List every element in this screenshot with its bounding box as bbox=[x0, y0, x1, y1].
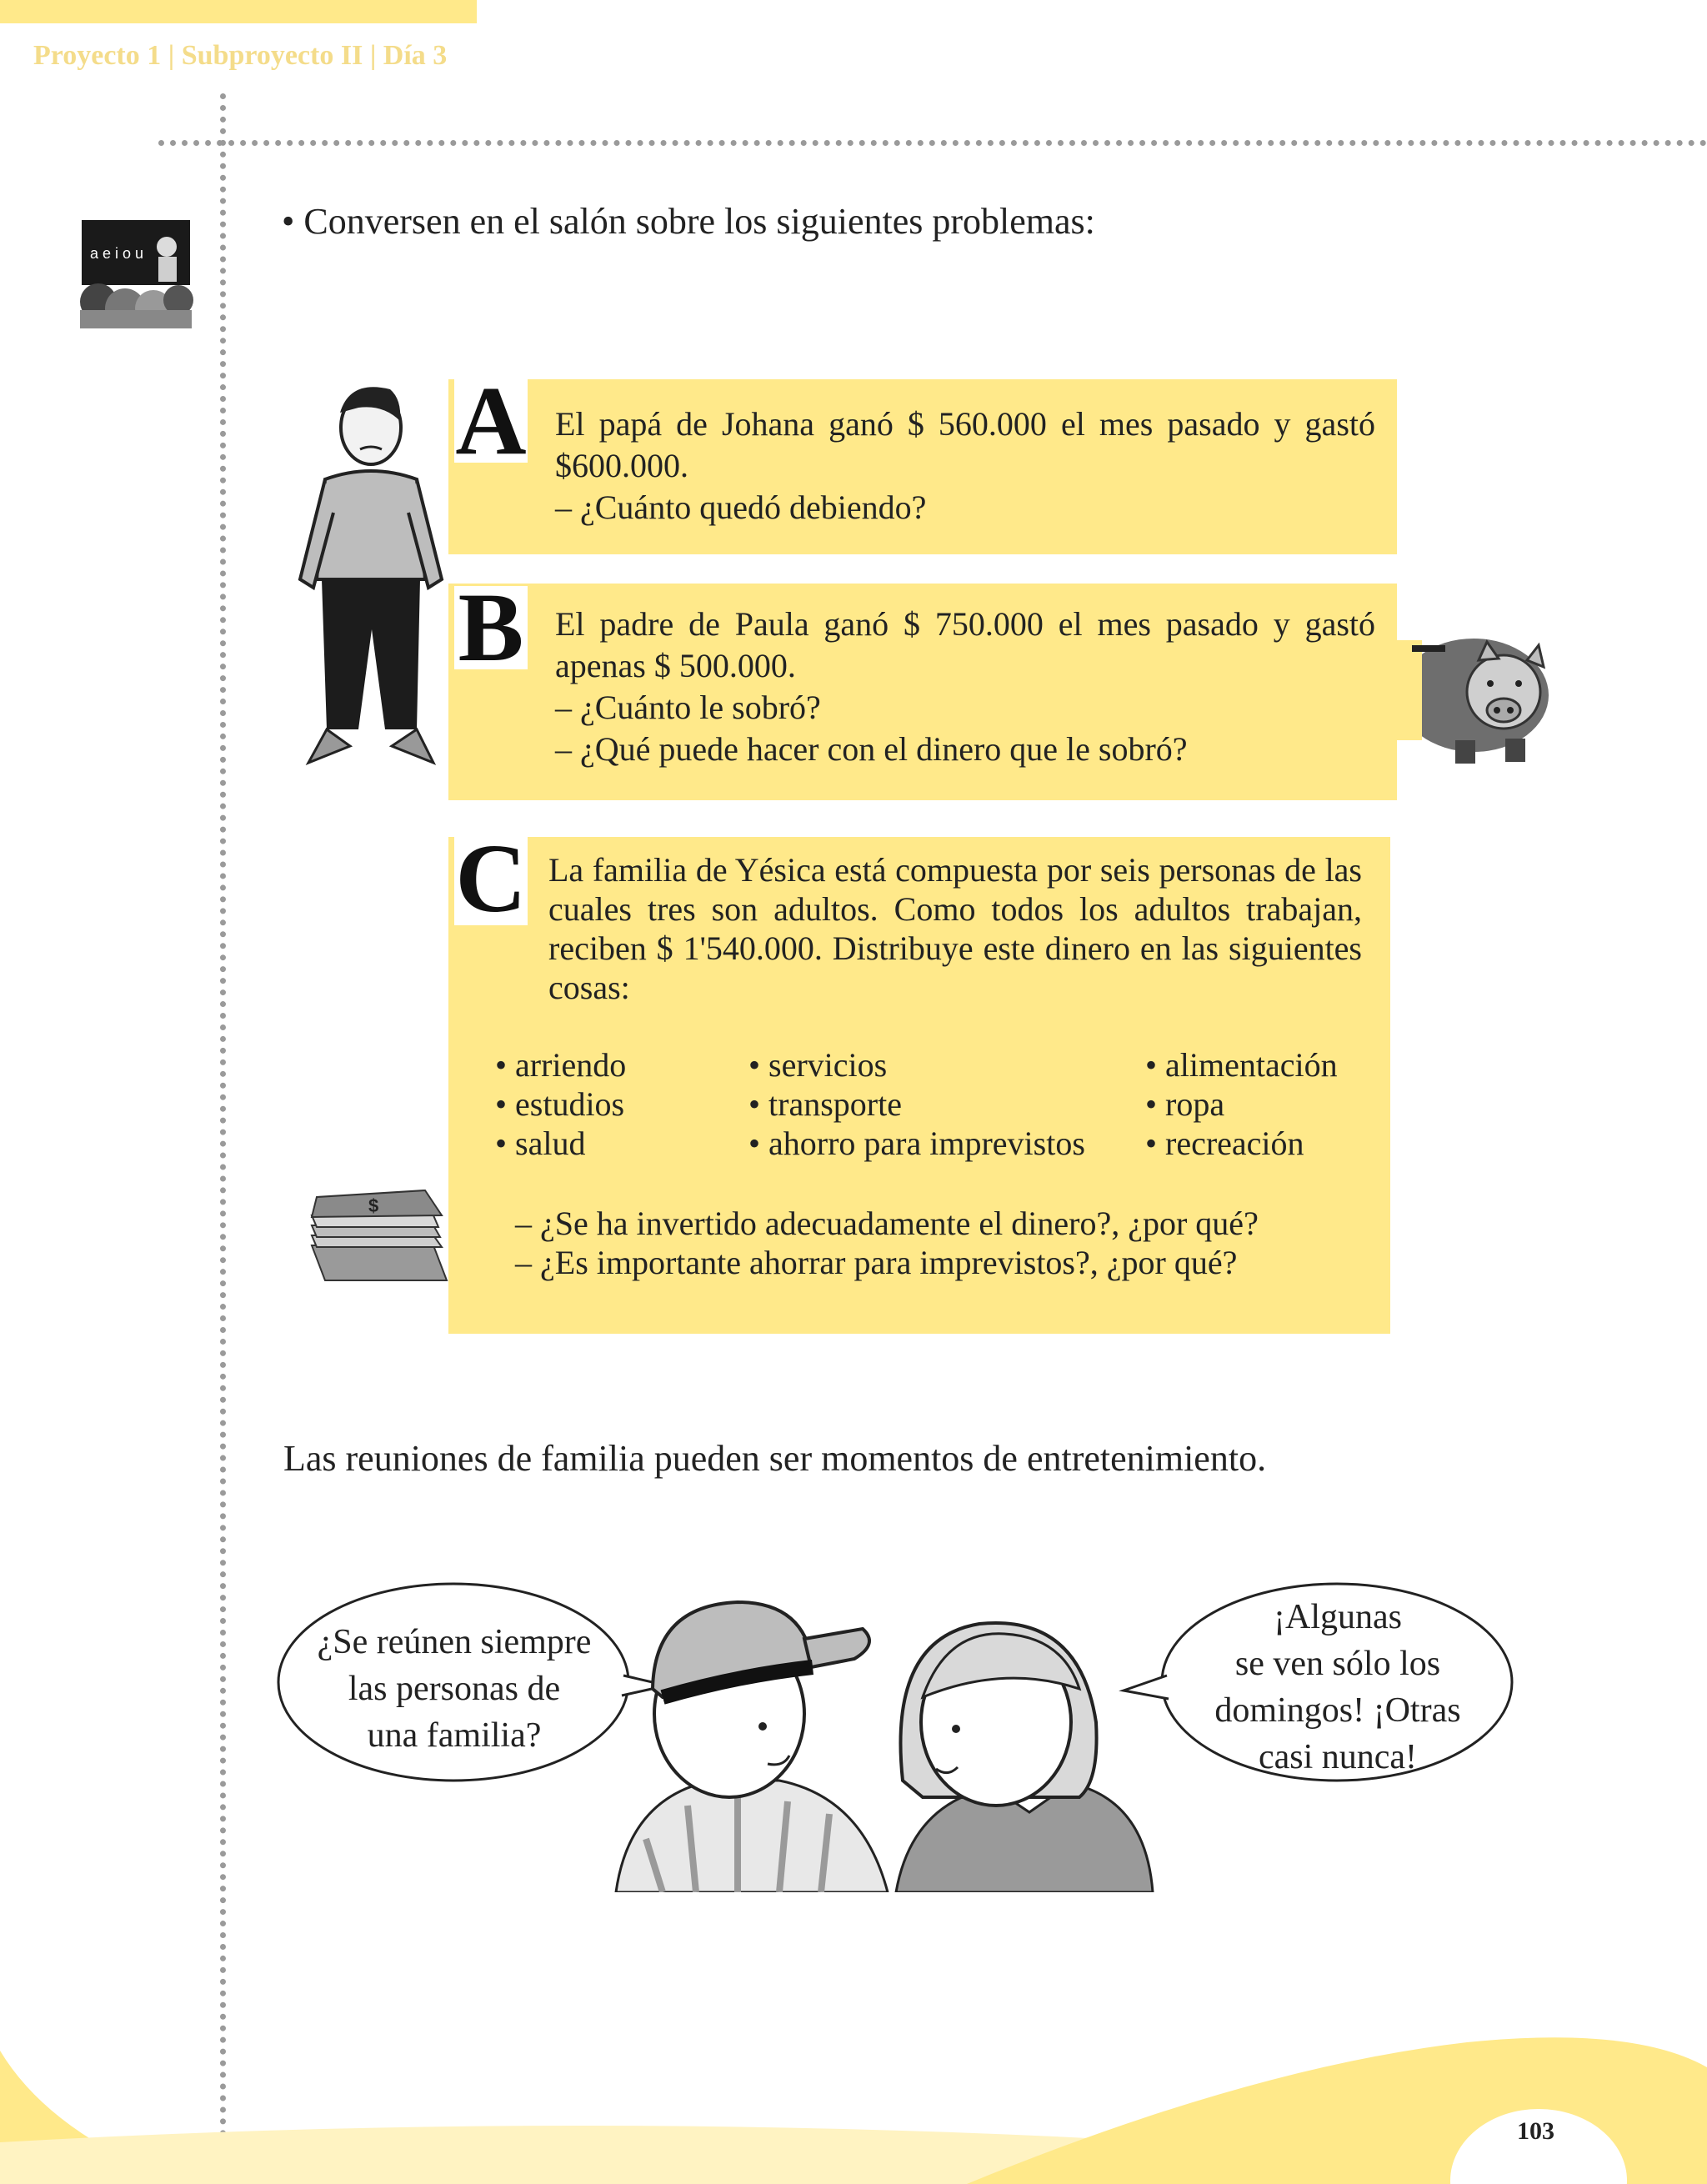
problem-b-question-2: – ¿Qué puede hacer con el dinero que le sobró? bbox=[555, 730, 1188, 768]
problem-c-question-2: – ¿Es importante ahorrar para imprevistos?, ¿por qué? bbox=[515, 1244, 1238, 1281]
dotted-divider-horizontal bbox=[158, 140, 1707, 146]
expense-item: • ahorro para imprevistos bbox=[748, 1125, 1085, 1162]
speech-line: las personas de bbox=[348, 1670, 561, 1708]
problem-a-question: – ¿Cuánto quedó debiendo? bbox=[555, 488, 927, 526]
man-empty-pockets-illustration bbox=[292, 379, 450, 771]
left-speech-bubble-text bbox=[292, 1619, 617, 1759]
expense-item: • transporte bbox=[748, 1085, 902, 1123]
problem-c-questions bbox=[515, 1204, 1259, 1282]
problem-b-letter: B bbox=[454, 586, 528, 669]
expense-item: • recreación bbox=[1145, 1125, 1304, 1162]
problem-a-text bbox=[555, 403, 1375, 528]
right-speech-bubble-text bbox=[1175, 1594, 1500, 1781]
section-text: Las reuniones de familia pueden ser momentos de entretenimiento. bbox=[283, 1438, 1267, 1479]
problem-c-question-1: – ¿Se ha invertido adecuadamente el dinero?, ¿por qué? bbox=[515, 1205, 1259, 1242]
page-number: 103 bbox=[1517, 2117, 1554, 2145]
expense-item: • servicios bbox=[748, 1046, 888, 1084]
speech-line: una familia? bbox=[367, 1716, 542, 1755]
money-stack-illustration bbox=[308, 1187, 450, 1287]
piggy-bank-illustration bbox=[1397, 624, 1559, 770]
dotted-divider-vertical bbox=[220, 93, 226, 2184]
expense-item: • ropa bbox=[1145, 1085, 1225, 1123]
problem-b-statement: El padre de Paula ganó $ 750.000 el mes pasado y gastó apenas $ 500.000. bbox=[555, 605, 1375, 684]
classroom-icon bbox=[73, 217, 198, 333]
expense-column-2 bbox=[748, 1045, 1085, 1163]
speech-line: casi nunca! bbox=[1258, 1738, 1418, 1776]
problem-b-question-1: – ¿Cuánto le sobró? bbox=[555, 689, 821, 726]
expense-column-1 bbox=[495, 1045, 626, 1163]
problem-b-text bbox=[555, 604, 1375, 770]
children-talking-illustration bbox=[613, 1589, 1154, 1892]
expense-item: • arriendo bbox=[495, 1046, 627, 1084]
intro-instruction: • Conversen en el salón sobre los siguientes problemas: bbox=[282, 201, 1095, 242]
problem-c-letter: C bbox=[455, 824, 527, 933]
dollar-sign-icon: $ bbox=[368, 1195, 379, 1216]
problem-c-statement: La familia de Yésica está compuesta por seis personas de las cuales tres son adultos. Como todos los adultos trabajan, reciben $ 1'540.000. Distribuye este dinero en las siguientes cosas: bbox=[548, 851, 1362, 1006]
top-accent-bar bbox=[0, 0, 477, 23]
expense-column-3 bbox=[1145, 1045, 1338, 1163]
problem-a-letter: A bbox=[455, 366, 527, 475]
breadcrumb: Proyecto 1 | Subproyecto II | Día 3 bbox=[33, 40, 448, 71]
speech-line: ¿Se reúnen siempre bbox=[317, 1623, 592, 1661]
blackboard-letters: a e i o u bbox=[90, 245, 144, 262]
problem-a-statement: El papá de Johana ganó $ 560.000 el mes pasado y gastó $600.000. bbox=[555, 405, 1375, 484]
speech-line: ¡Algunas bbox=[1274, 1598, 1402, 1636]
speech-line: se ven sólo los bbox=[1234, 1645, 1441, 1683]
expense-item: • salud bbox=[495, 1125, 586, 1162]
bottom-wave-decoration bbox=[0, 2017, 1707, 2184]
speech-line: domingos! ¡Otras bbox=[1214, 1691, 1461, 1730]
expense-item: • alimentación bbox=[1145, 1046, 1338, 1084]
expense-item: • estudios bbox=[495, 1085, 625, 1123]
